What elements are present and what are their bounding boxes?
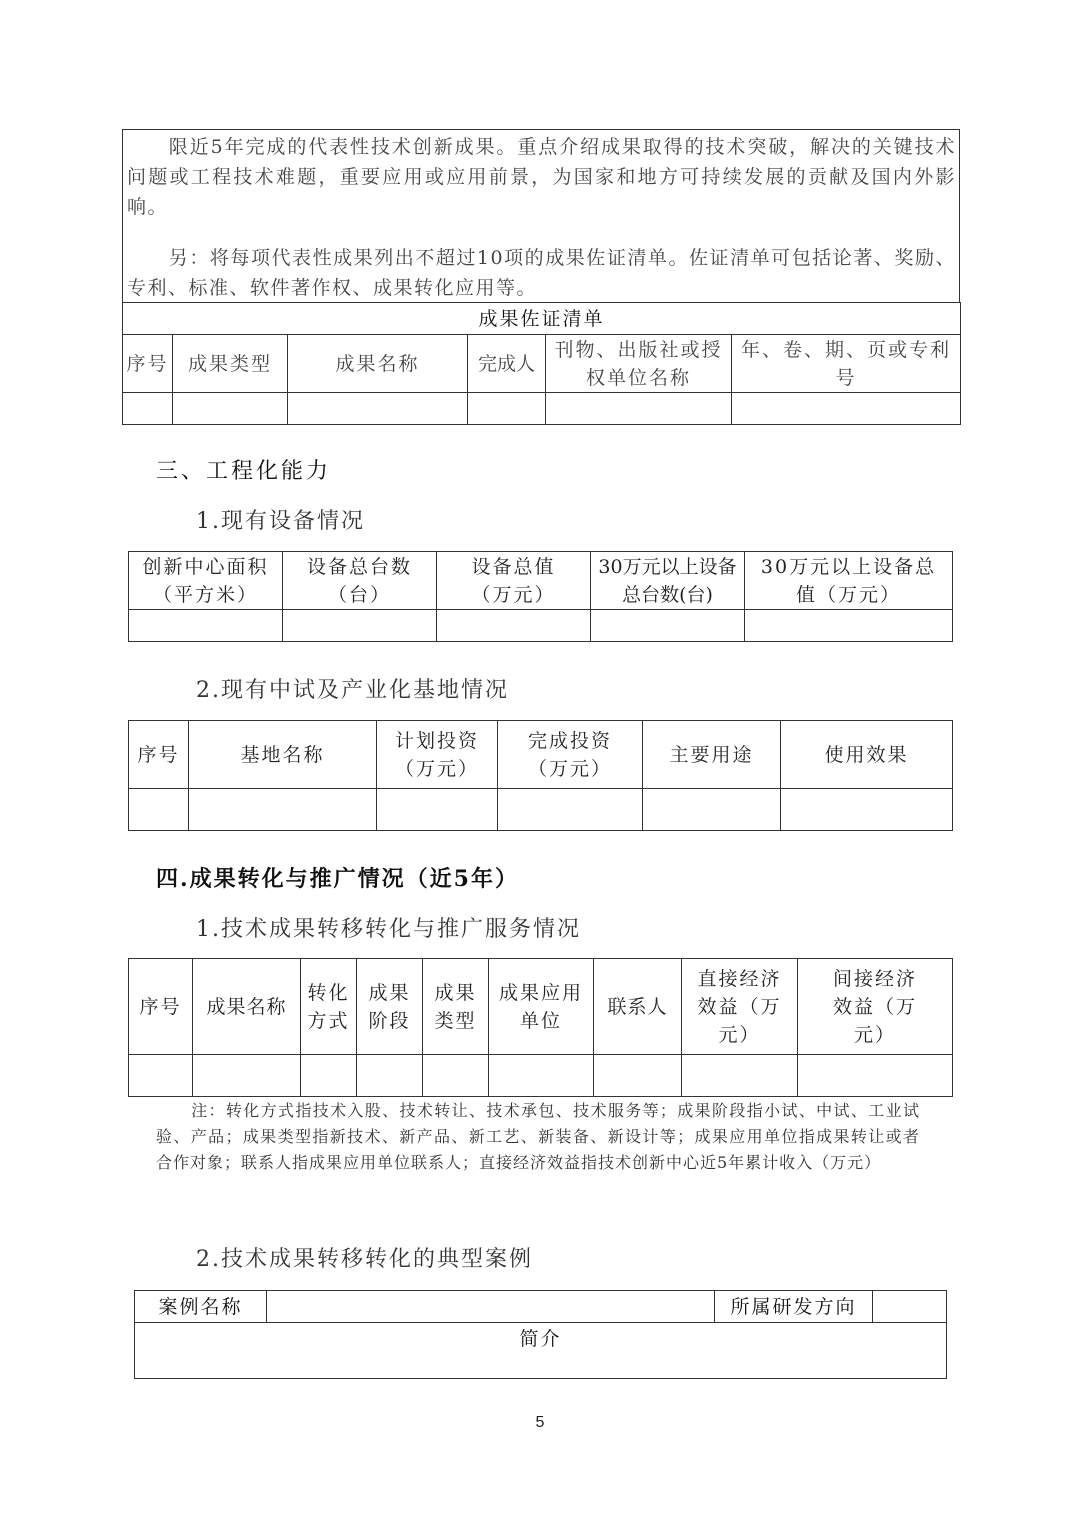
intro-paragraph-2: 另：将每项代表性成果列出不超过10项的成果佐证清单。佐证清单可包括论著、奖励、专利、标准、软件著作权、成果转化应用等。	[127, 247, 956, 299]
table-cell[interactable]	[283, 610, 437, 642]
transfer-col-header: 成果类型	[423, 959, 489, 1055]
evidence-col-header: 成果类型	[173, 335, 288, 393]
equipment-col-header: 设备总台数（台）	[283, 552, 437, 610]
transfer-col-header: 联系人	[594, 959, 682, 1055]
transfer-col-header: 成果阶段	[357, 959, 423, 1055]
table-cell[interactable]	[798, 1055, 953, 1097]
equipment-col-header: 30万元以上设备总台数(台)	[591, 552, 745, 610]
transfer-col-header: 成果名称	[193, 959, 301, 1055]
transfer-table	[128, 958, 953, 1097]
case-direction-value[interactable]	[873, 1291, 947, 1323]
section4-subtitle-2: 2.技术成果转移转化的典型案例	[196, 1247, 533, 1272]
table-cell[interactable]	[123, 393, 173, 425]
table-cell[interactable]	[129, 789, 189, 831]
case-intro-label: 简介	[519, 1328, 562, 1350]
table-cell[interactable]	[682, 1055, 798, 1097]
table-cell[interactable]	[745, 610, 953, 642]
base-col-header: 基地名称	[189, 721, 377, 789]
intro-paragraph-1: 限近5年完成的代表性技术创新成果。重点介绍成果取得的技术突破，解决的关键技术问题或工程技术难题，重要应用或应用前景，为国家和地方可持续发展的贡献及国内外影响。	[127, 136, 956, 218]
table-cell[interactable]	[377, 789, 498, 831]
base-col-header: 完成投资（万元）	[498, 721, 643, 789]
equipment-col-header: 设备总值（万元）	[437, 552, 591, 610]
evidence-col-header: 序号	[123, 335, 173, 393]
evidence-table	[122, 302, 961, 425]
base-col-header: 主要用途	[643, 721, 781, 789]
table-row	[129, 1055, 953, 1097]
section3-subtitle-2: 2.现有中试及产业化基地情况	[196, 678, 509, 703]
intro-box	[122, 129, 960, 302]
table-cell[interactable]	[189, 789, 377, 831]
case-table	[134, 1290, 947, 1379]
table-cell[interactable]	[288, 393, 468, 425]
section3-subtitle-1: 1.现有设备情况	[196, 509, 365, 534]
section4-title: 四.成果转化与推广情况（近5年）	[156, 866, 519, 892]
table-cell[interactable]	[591, 610, 745, 642]
case-intro-cell[interactable]	[135, 1323, 947, 1379]
table-cell[interactable]	[301, 1055, 357, 1097]
transfer-note-text: 注：转化方式指技术入股、技术转让、技术承包、技术服务等；成果阶段指小试、中试、工业试验、产品；成果类型指新技术、新产品、新工艺、新装备、新设计等；成果应用单位指成果转让或者合作对象；联系人指成果应用单位联系人；直接经济效益指技术创新中心近5年累计收入（万元）	[156, 1101, 920, 1172]
equipment-col-header: 30万元以上设备总值（万元）	[745, 552, 953, 610]
transfer-col-header: 转化方式	[301, 959, 357, 1055]
base-col-header: 计划投资（万元）	[377, 721, 498, 789]
table-cell[interactable]	[173, 393, 288, 425]
case-name-value[interactable]	[267, 1291, 715, 1323]
section3-title: 三、工程化能力	[156, 459, 332, 484]
table-cell[interactable]	[129, 1055, 193, 1097]
table-cell[interactable]	[732, 393, 961, 425]
section4-subtitle-1: 1.技术成果转移转化与推广服务情况	[196, 917, 581, 942]
table-cell[interactable]	[357, 1055, 423, 1097]
table-cell[interactable]	[129, 610, 283, 642]
base-table	[128, 720, 953, 831]
table-cell[interactable]	[594, 1055, 682, 1097]
evidence-col-header: 年、卷、期、页或专利号	[732, 335, 961, 393]
table-cell[interactable]	[437, 610, 591, 642]
transfer-col-header: 间接经济效益（万元）	[798, 959, 953, 1055]
page-number: 5	[535, 1414, 545, 1431]
transfer-note	[156, 1098, 920, 1176]
equipment-col-header: 创新中心面积（平方米）	[129, 552, 283, 610]
case-name-label: 案例名称	[135, 1291, 267, 1323]
table-cell[interactable]	[423, 1055, 489, 1097]
equipment-table	[128, 551, 953, 642]
transfer-col-header: 成果应用单位	[489, 959, 594, 1055]
evidence-col-header: 完成人	[468, 335, 546, 393]
table-row	[123, 393, 961, 425]
evidence-table-title: 成果佐证清单	[123, 303, 961, 335]
table-cell[interactable]	[489, 1055, 594, 1097]
transfer-col-header: 序号	[129, 959, 193, 1055]
table-cell[interactable]	[193, 1055, 301, 1097]
table-cell[interactable]	[643, 789, 781, 831]
case-direction-label: 所属研发方向	[715, 1291, 873, 1323]
transfer-col-header: 直接经济效益（万元）	[682, 959, 798, 1055]
base-col-header: 使用效果	[781, 721, 953, 789]
table-cell[interactable]	[781, 789, 953, 831]
table-cell[interactable]	[498, 789, 643, 831]
table-cell[interactable]	[546, 393, 732, 425]
evidence-col-header: 成果名称	[288, 335, 468, 393]
table-row	[129, 610, 953, 642]
evidence-col-header: 刊物、出版社或授权单位名称	[546, 335, 732, 393]
table-cell[interactable]	[468, 393, 546, 425]
table-row	[129, 789, 953, 831]
base-col-header: 序号	[129, 721, 189, 789]
